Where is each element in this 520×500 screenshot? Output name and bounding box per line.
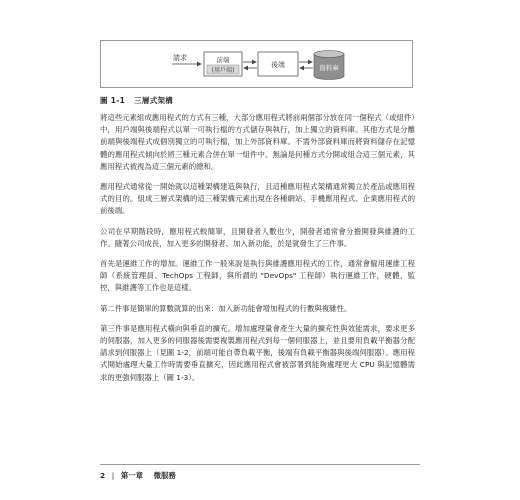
chapter-label: 第一章	[120, 471, 143, 480]
figure-frame	[100, 40, 413, 88]
page-footer	[100, 470, 176, 481]
paragraph: 公司在早期階段時，應用程式較簡單，且開發者人數也少，開發者通常會分擔開發與維護的工作。隨著公司成長，加入更多的開發者、加入新功能，於是就發生了三件事。	[100, 226, 415, 248]
frontend-label: 前端	[216, 56, 230, 64]
figure-caption-text: 三層式架構	[134, 96, 174, 105]
paragraph: 第三件事是應用程式橫向與垂直的擴充。增加處理量會產生大量的擴充性與效能需求，要求更多的伺服器，加入更多的伺服器後需要複製應用程式到每一個伺服器上，並且要用負載平衡器分配請求到伺服器上（見圖 1-2，前端可能自帶負載平衡，後端有負載平衡器與後端伺服器）。應用程式開始處理大量工作時需要垂直擴充，因此應用程式會被部署到能夠處理更大 CPU 與記憶體需求的更強伺服器上（圖 1-3）。	[100, 323, 415, 382]
paragraph: 將這些元素組成應用程式的方式有三種，大部分應用程式將前兩個部分放在同一個程式（或組件）中，用戶端與後端程式以單一可執行檔的方式儲存與執行，加上獨立的資料庫。其他方式是分離前端與後端程式成個別獨立的可執行檔，加上外部資料庫。不需外部資料庫而將資料儲存在記憶體的應用程式傾向於將三種元素合併在單一組件中。無論是何種方式分開或組合這三個元素，其應用程式被視為這三個元素的總和。	[100, 113, 415, 171]
paragraph: 應用程式通常從一開始就以這種架構建造與執行，且這種應用程式架構通常獨立於產品或應用程式的目的。組成三層式架構的這三種架構元素出現在各種網站、手機應用程式、企業應用程式的前後端。	[100, 182, 415, 216]
page-number: 2	[100, 471, 106, 480]
backend-label: 後端	[271, 61, 285, 69]
paragraph: 首先是運維工作的增加。運維工作一般來說是執行與維護應用程式的工作，通常會僱用運維工程師（系統管理員、TechOps 工程師，與所謂的 "DevOps" 工程師）執行運維工作，硬體、監控，與維護等工作也是這樣。	[100, 259, 415, 293]
figure-caption	[100, 95, 173, 106]
body-text	[100, 112, 415, 392]
footer-separator: |	[111, 471, 115, 480]
request-label: 請求	[173, 54, 187, 62]
paragraph: 第二件事是簡單的算數就算的出來：加入新功能會增加程式的行數與複雜性。	[100, 303, 352, 313]
footer-divider	[100, 464, 420, 465]
database-label: 資料庫	[319, 64, 339, 72]
client-label: (用戶端)	[211, 67, 235, 74]
three-tier-diagram	[101, 41, 414, 89]
figure-number: 圖 1-1	[100, 96, 126, 105]
chapter-title: 微服務	[153, 471, 176, 480]
